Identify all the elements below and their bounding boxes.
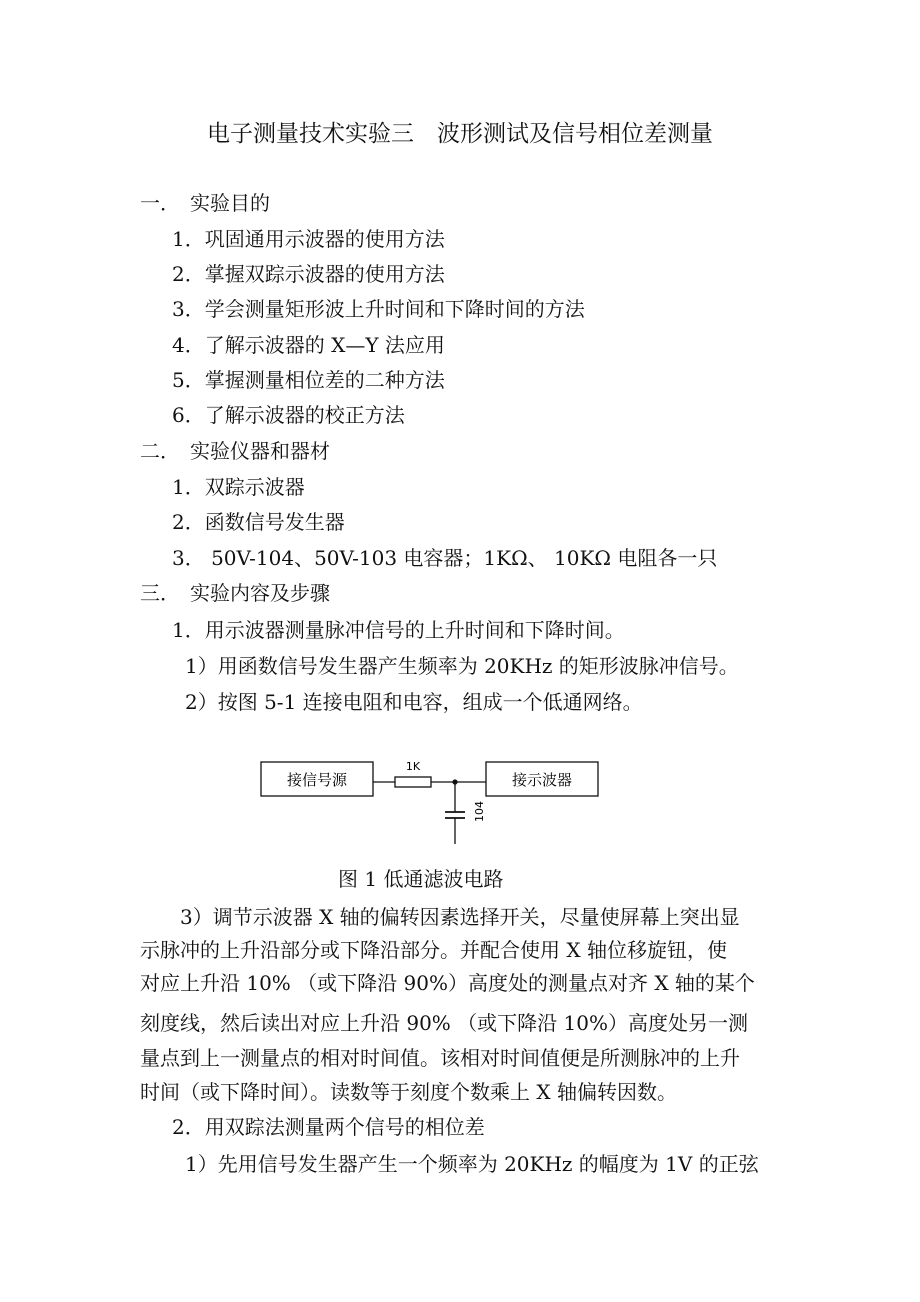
step-1-1: 1）用函数信号发生器产生频率为 20KHz 的矩形波脉冲信号。 [185, 654, 739, 678]
list-item: 3．学会测量矩形波上升时间和下降时间的方法 [172, 297, 585, 321]
section-heading-procedure: 三． 实验内容及步骤 [140, 581, 330, 605]
list-item: 3． 50V-104、50V-103 电容器；1KΩ、 10KΩ 电阻各一只 [172, 546, 718, 570]
step-2-1: 1）先用信号发生器产生一个频率为 20KHz 的幅度为 1V 的正弦 [185, 1152, 759, 1176]
paragraph-line: 量点到上一测量点的相对时间值。该相对时间值便是所测脉冲的上升 [140, 1046, 740, 1070]
paragraph-line: 刻度线，然后读出对应上升沿 90% （或下降沿 10%）高度处另一测 [140, 1011, 748, 1035]
section-heading-purpose: 一． 实验目的 [140, 191, 270, 215]
lowpass-circuit-diagram [255, 752, 615, 852]
list-item: 5．掌握测量相位差的二种方法 [172, 368, 445, 392]
paragraph-line: 3）调节示波器 X 轴的偏转因素选择开关，尽量使屏幕上突出显 [180, 905, 740, 929]
list-item: 2．函数信号发生器 [172, 510, 345, 534]
step-1-2: 2）按图 5-1 连接电阻和电容，组成一个低通网络。 [185, 690, 643, 714]
section-heading-instruments: 二． 实验仪器和器材 [140, 439, 330, 463]
list-item: 1．巩固通用示波器的使用方法 [172, 227, 445, 251]
paragraph-line: 对应上升沿 10% （或下降沿 90%）高度处的测量点对齐 X 轴的某个 [140, 971, 755, 995]
figure-caption: 图 1 低通滤波电路 [338, 867, 504, 891]
list-item: 4．了解示波器的 X—Y 法应用 [172, 333, 445, 357]
capacitor-label: 104 [473, 801, 486, 822]
step-1: 1．用示波器测量脉冲信号的上升时间和下降时间。 [172, 618, 625, 642]
resistor-symbol [395, 777, 431, 787]
page-title: 电子测量技术实验三 波形测试及信号相位差测量 [207, 121, 713, 147]
oscilloscope-label: 接示波器 [511, 771, 573, 789]
resistor-label: 1K [405, 760, 421, 773]
signal-source-label: 接信号源 [286, 771, 348, 789]
step-2: 2．用双踪法测量两个信号的相位差 [172, 1115, 485, 1139]
paragraph-line: 时间（或下降时间）。读数等于刻度个数乘上 X 轴偏转因数。 [140, 1080, 677, 1104]
paragraph-line: 示脉冲的上升沿部分或下降沿部分。并配合使用 X 轴位移旋钮，使 [140, 938, 727, 962]
list-item: 1．双踪示波器 [172, 475, 305, 499]
list-item: 6．了解示波器的校正方法 [172, 403, 405, 427]
list-item: 2．掌握双踪示波器的使用方法 [172, 262, 445, 286]
